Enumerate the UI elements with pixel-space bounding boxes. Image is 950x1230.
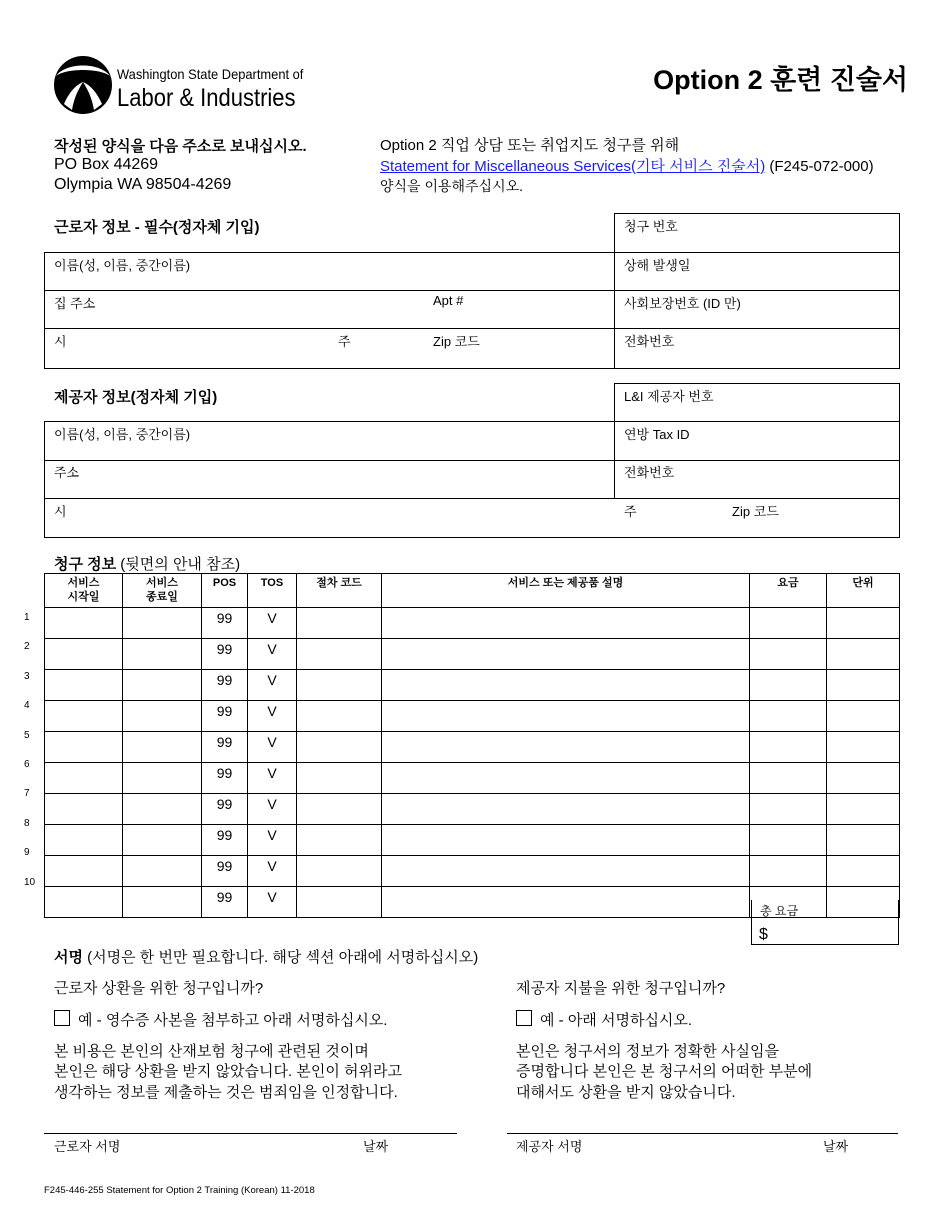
units-cell[interactable] (827, 639, 900, 670)
start-date-cell[interactable] (45, 794, 123, 825)
description-cell[interactable] (382, 825, 750, 856)
procedure-code-cell[interactable] (297, 670, 382, 701)
worker-injury-date-field[interactable]: 상해 발생일 (624, 258, 691, 273)
procedure-code-cell[interactable] (297, 732, 382, 763)
description-cell[interactable] (382, 701, 750, 732)
description-cell[interactable] (382, 763, 750, 794)
signature-heading-note: (서명은 한 번만 필요합니다. 해당 섹션 아래에 서명하십시오) (82, 949, 479, 966)
description-cell[interactable] (382, 732, 750, 763)
units-cell[interactable] (827, 856, 900, 887)
page-title: Option 2 훈련 진술서 (653, 65, 908, 95)
tos-cell[interactable]: V (248, 887, 297, 918)
fee-cell[interactable] (750, 794, 827, 825)
procedure-code-cell[interactable] (297, 701, 382, 732)
tos-cell[interactable]: V (248, 639, 297, 670)
procedure-code-cell[interactable] (297, 794, 382, 825)
tos-cell[interactable]: V (248, 825, 297, 856)
billing-row (45, 856, 900, 887)
provider-statement-line3: 대해서도 상환을 받지 않았습니다. (516, 1084, 736, 1101)
units-cell[interactable] (827, 763, 900, 794)
end-date-cell[interactable] (123, 608, 202, 639)
start-date-cell[interactable] (45, 825, 123, 856)
start-date-cell[interactable] (45, 763, 123, 794)
units-cell[interactable] (827, 825, 900, 856)
billing-row (45, 701, 900, 732)
description-cell[interactable] (382, 670, 750, 701)
procedure-code-cell[interactable] (297, 856, 382, 887)
provider-state-field[interactable]: 주 (624, 504, 637, 519)
worker-claim-number-label: 청구 번호 (624, 219, 678, 234)
end-date-cell[interactable] (123, 701, 202, 732)
tos-cell[interactable]: V (248, 701, 297, 732)
pos-cell[interactable]: 99 (202, 794, 248, 825)
address-line2: Olympia WA 98504-4269 (54, 176, 232, 193)
units-cell[interactable] (827, 794, 900, 825)
description-cell[interactable] (382, 887, 750, 918)
worker-name-field[interactable]: 이름(성, 이름, 중간이름) (54, 258, 191, 273)
provider-signature-label: 제공자 서명 (516, 1139, 583, 1154)
start-date-cell[interactable] (45, 732, 123, 763)
col-units: 단위 (827, 574, 900, 608)
provider-tax-id-field[interactable]: 연방 Tax ID (624, 427, 690, 442)
worker-reimbursement-checkbox[interactable] (54, 1010, 70, 1026)
billing-table (44, 573, 900, 918)
logo-text-line2: Labor & Industries (117, 84, 296, 112)
provider-signature-line[interactable] (507, 1133, 898, 1134)
worker-ssn-field[interactable]: 사회보장번호 (ID 만) (624, 296, 741, 311)
address-line1: PO Box 44269 (54, 156, 159, 173)
provider-statement-line1: 본인은 청구서의 정보가 정확한 사실임을 (516, 1043, 780, 1060)
procedure-code-cell[interactable] (297, 887, 382, 918)
fee-cell[interactable] (750, 639, 827, 670)
description-cell[interactable] (382, 608, 750, 639)
fee-cell[interactable] (750, 732, 827, 763)
worker-home-address-field[interactable]: 집 주소 (54, 296, 96, 311)
total-fee-currency: $ (759, 926, 768, 943)
row-number: 9 (24, 847, 30, 859)
end-date-cell[interactable] (123, 856, 202, 887)
description-cell[interactable] (382, 794, 750, 825)
start-date-cell[interactable] (45, 701, 123, 732)
tos-cell[interactable]: V (248, 856, 297, 887)
worker-city-field[interactable]: 시 (54, 334, 67, 349)
provider-checkbox-label: 예 - 아래 서명하십시오. (540, 1012, 693, 1029)
billing-heading-text: 청구 정보 (54, 556, 117, 573)
col-fee: 요금 (750, 574, 827, 608)
description-cell[interactable] (382, 856, 750, 887)
row-number: 7 (24, 788, 30, 800)
provider-name-field[interactable]: 이름(성, 이름, 중간이름) (54, 427, 191, 442)
provider-address-field[interactable]: 주소 (54, 465, 80, 480)
col-pos: POS (202, 574, 248, 608)
description-cell[interactable] (382, 639, 750, 670)
total-fee-label: 총 요금 (760, 904, 799, 918)
row-number: 2 (24, 641, 30, 653)
start-date-cell[interactable] (45, 639, 123, 670)
pos-cell[interactable]: 99 (202, 763, 248, 794)
units-cell[interactable] (827, 608, 900, 639)
worker-state-field[interactable]: 주 (338, 334, 351, 349)
fee-cell[interactable] (750, 670, 827, 701)
fee-cell[interactable] (750, 825, 827, 856)
provider-question: 제공자 지불을 위한 청구입니까? (516, 980, 726, 997)
billing-row (45, 763, 900, 794)
form-id-footer: F245-446-255 Statement for Option 2 Training (Korean) 11-2018 (44, 1185, 315, 1196)
provider-number-label: L&I 제공자 번호 (624, 389, 714, 404)
start-date-cell[interactable] (45, 856, 123, 887)
end-date-cell[interactable] (123, 732, 202, 763)
logo-text-line1: Washington State Department of (117, 66, 304, 82)
provider-zip-field[interactable]: Zip 코드 (732, 504, 779, 519)
col-start-date: 서비스 시작일 (45, 574, 123, 608)
notice-line3: 양식을 이용해주십시오. (380, 178, 524, 194)
provider-section-heading: 제공자 정보(정자체 기입) (54, 389, 218, 406)
tos-cell[interactable]: V (248, 763, 297, 794)
col-end-date: 서비스 종료일 (123, 574, 202, 608)
notice-line2 (380, 155, 874, 176)
worker-statement-line3: 생각하는 정보를 제출하는 것은 범죄임을 인정합니다. (54, 1084, 398, 1101)
row-number: 10 (24, 876, 36, 888)
pos-cell[interactable]: 99 (202, 856, 248, 887)
provider-city-field[interactable]: 시 (54, 504, 67, 519)
worker-apt-field[interactable]: Apt # (433, 293, 464, 308)
units-cell[interactable] (827, 732, 900, 763)
provider-date-label: 날짜 (823, 1139, 849, 1154)
tos-cell[interactable]: V (248, 608, 297, 639)
procedure-code-cell[interactable] (297, 825, 382, 856)
col-procedure-code: 절차 코드 (297, 574, 382, 608)
worker-signature-line[interactable] (44, 1133, 457, 1134)
worker-phone-field[interactable]: 전화번호 (624, 334, 675, 349)
end-date-cell[interactable] (123, 825, 202, 856)
address-heading: 작성된 양식을 다음 주소로 보내십시오. (54, 138, 307, 155)
end-date-cell[interactable] (123, 887, 202, 918)
col-tos: TOS (248, 574, 297, 608)
procedure-code-cell[interactable] (297, 608, 382, 639)
row-number: 6 (24, 759, 30, 770)
start-date-cell[interactable] (45, 670, 123, 701)
billing-section-heading (54, 553, 240, 574)
worker-section-heading: 근로자 정보 - 필수(정자체 기입) (54, 219, 260, 236)
end-date-cell[interactable] (123, 763, 202, 794)
end-date-cell[interactable] (123, 639, 202, 670)
billing-row (45, 794, 900, 825)
provider-statement-line2: 증명합니다 본인은 본 청구서의 어떠한 부분에 (516, 1063, 813, 1080)
billing-row (45, 825, 900, 856)
row-number: 5 (24, 729, 30, 741)
start-date-cell[interactable] (45, 608, 123, 639)
form-number: (F245-072-000) (765, 158, 874, 175)
pos-cell[interactable]: 99 (202, 887, 248, 918)
billing-row (45, 639, 900, 670)
pos-cell[interactable]: 99 (202, 639, 248, 670)
signature-section-heading (54, 946, 478, 967)
row-number: 1 (24, 612, 30, 623)
agency-logo (52, 54, 114, 116)
worker-question: 근로자 상환을 위한 청구입니까? (54, 980, 264, 997)
worker-date-label: 날짜 (363, 1139, 389, 1154)
billing-row (45, 670, 900, 701)
fee-cell[interactable] (750, 701, 827, 732)
worker-signature-label: 근로자 서명 (54, 1139, 121, 1154)
pos-cell[interactable]: 99 (202, 608, 248, 639)
row-number: 3 (24, 670, 30, 682)
worker-statement-line2: 본인은 해당 상환을 받지 않았습니다. 본인이 허위라고 (54, 1063, 402, 1080)
units-cell[interactable] (827, 701, 900, 732)
billing-heading-note: (뒷면의 안내 참조) (116, 556, 241, 573)
pos-cell[interactable]: 99 (202, 732, 248, 763)
fee-cell[interactable] (750, 608, 827, 639)
billing-row (45, 732, 900, 763)
fee-cell[interactable] (750, 763, 827, 794)
provider-payment-checkbox[interactable] (516, 1010, 532, 1026)
fee-cell[interactable] (750, 856, 827, 887)
col-description: 서비스 또는 제공품 설명 (382, 574, 750, 608)
worker-zip-field[interactable]: Zip 코드 (433, 334, 480, 349)
pos-cell[interactable]: 99 (202, 701, 248, 732)
lni-logo-icon (52, 54, 114, 116)
tos-cell[interactable]: V (248, 670, 297, 701)
tos-cell[interactable]: V (248, 794, 297, 825)
procedure-code-cell[interactable] (297, 639, 382, 670)
end-date-cell[interactable] (123, 794, 202, 825)
row-number: 4 (24, 700, 30, 712)
provider-phone-field[interactable]: 전화번호 (624, 465, 675, 480)
procedure-code-cell[interactable] (297, 763, 382, 794)
pos-cell[interactable]: 99 (202, 825, 248, 856)
end-date-cell[interactable] (123, 670, 202, 701)
misc-services-link[interactable]: Statement for Miscellaneous Services(기타 서비스 진술서) (380, 158, 766, 175)
worker-statement-line1: 본 비용은 본인의 산재보험 청구에 관련된 것이며 (54, 1043, 369, 1060)
pos-cell[interactable]: 99 (202, 670, 248, 701)
tos-cell[interactable]: V (248, 732, 297, 763)
billing-row (45, 608, 900, 639)
worker-checkbox-label: 예 - 영수증 사본을 첨부하고 아래 서명하십시오. (78, 1012, 388, 1029)
signature-heading-text: 서명 (54, 949, 83, 966)
units-cell[interactable] (827, 670, 900, 701)
notice-line1: Option 2 직업 상담 또는 취업지도 청구를 위해 (380, 137, 680, 154)
start-date-cell[interactable] (45, 887, 123, 918)
row-number: 8 (24, 817, 30, 829)
